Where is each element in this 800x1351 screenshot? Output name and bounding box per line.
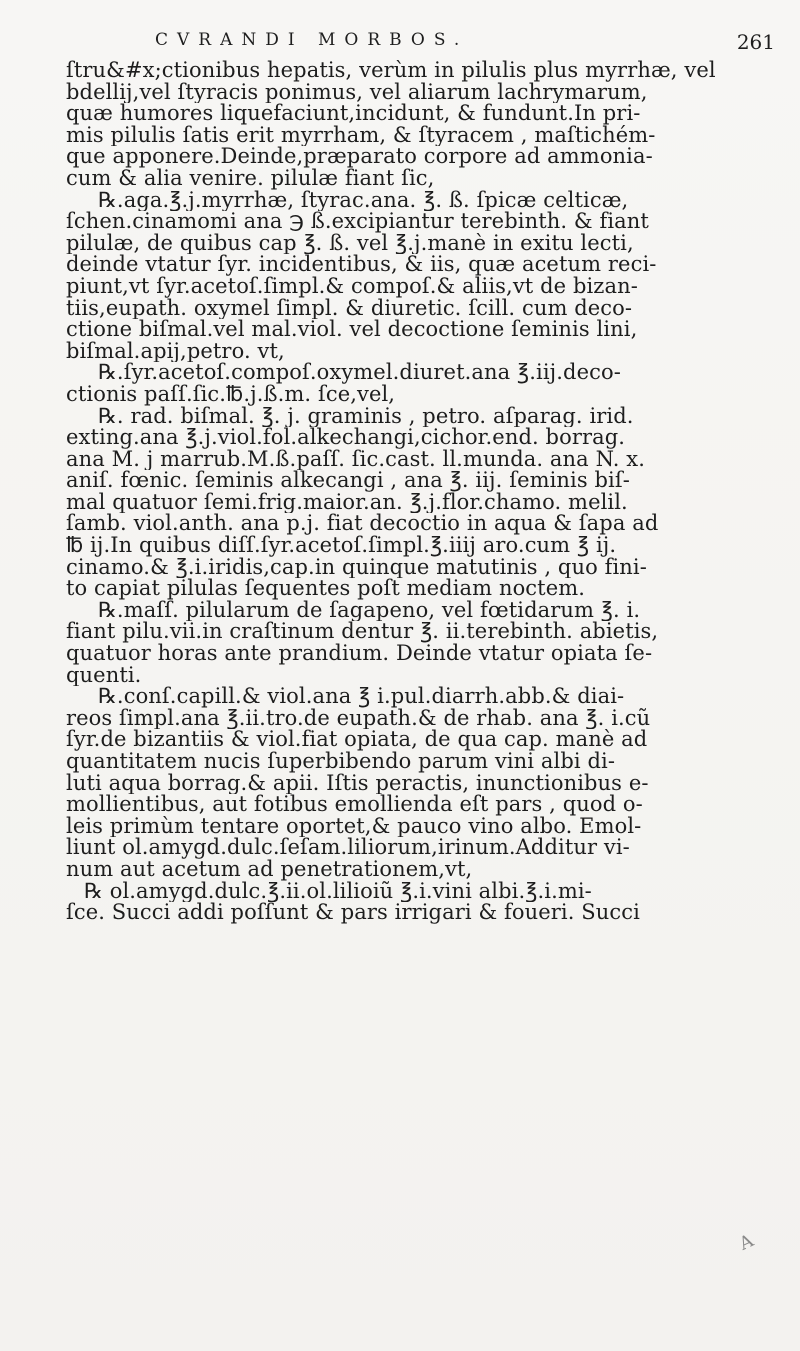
text-line: mal quatuor ſemi.frig.maior.an. ℥.j.flor.chamo. melil. bbox=[66, 491, 628, 514]
page-header bbox=[155, 30, 775, 60]
text-line: ſamb. viol.anth. ana p.j. fiat decoctio in aqua & ſapa ad bbox=[66, 513, 659, 536]
text-line: cinamo.& ℥.i.iridis,cap.in quinque matutinis , quo fini- bbox=[66, 556, 647, 579]
text-line: to capiat pilulas ſequentes poſt mediam noctem. bbox=[66, 578, 586, 600]
text-line: deinde vtatur ſyr. incidentibus, & iis, quæ acetum reci- bbox=[66, 254, 657, 276]
text-line: num aut acetum ad penetrationem,vt, bbox=[66, 858, 473, 881]
text-line: pilulæ, de quibus cap ℥. ß. vel ℥.j.manè in exitu lecti, bbox=[66, 232, 634, 255]
body-text bbox=[66, 60, 780, 924]
text-line: ℔ ij.In quibus diſſ.ſyr.acetoſ.ſimpl.℥.iiij aro.cum ℥ ij. bbox=[66, 535, 617, 557]
text-line: fiant pilu.vii.in craſtinum dentur ℥. ii.terebinth. abietis, bbox=[66, 621, 659, 644]
text-line: quantitatem nucis ſuperbibendo parum vini albi di- bbox=[66, 751, 616, 773]
text-line: mis pilulis ſatis erit myrrham, & ſtyracem , maſtichém- bbox=[66, 124, 656, 147]
text-line: mollientibus, aut fotibus emollienda eſt pars , quod o- bbox=[66, 794, 643, 816]
text-line: quatuor horas ante prandium. Deinde vtatur opiata ſe- bbox=[66, 643, 653, 665]
recipe-line: ℞ ol.amygd.dulc.℥.ii.ol.lilioiũ ℥.i.vini albi.℥.i.mi- bbox=[84, 880, 592, 903]
text-line: quenti. bbox=[66, 664, 142, 687]
recipe-line: ℞.ſyr.acetoſ.compoſ.oxymel.diuret.ana ℥.iij.deco- bbox=[98, 362, 621, 384]
running-head: CVRANDI MORBOS. bbox=[155, 30, 469, 50]
recipe-line: ℞. rad. biſmal. ℥. j. graminis , petro. aſparag. irid. bbox=[98, 405, 634, 428]
text-line: ana M. j marrub.M.ß.paſſ. ſic.cast. ll.munda. ana N. x. bbox=[66, 448, 645, 471]
text-line: ſyr.de bizantiis & viol.fiat opiata, de qua cap. manè ad bbox=[66, 729, 648, 751]
text-line: ctionis paſſ.ſic.℔.j.ß.m. ſce,vel, bbox=[66, 383, 396, 406]
text-line: ctione biſmal.vel mal.viol. vel decoctione ſeminis lini, bbox=[66, 319, 638, 341]
text-line: piunt,vt ſyr.acetoſ.ſimpl.& compoſ.& aliis,vt de bizan- bbox=[66, 275, 638, 298]
text-line: tiis,eupath. oxymel ſimpl. & diuretic. ſcill. cum deco- bbox=[66, 297, 633, 320]
text-line: aniſ. fœnic. ſeminis alkecangi , ana ℥. iij. ſeminis biſ- bbox=[66, 470, 630, 492]
page-number: 261 bbox=[736, 30, 775, 54]
corner-mark: A bbox=[736, 1230, 757, 1255]
recipe-line: ℞.aga.℥.j.myrrhæ, ſtyrac.ana. ℥. ß. ſpicæ celticæ, bbox=[98, 189, 629, 212]
text-line: que apponere.Deinde,præparato corpore ad ammonia- bbox=[66, 146, 653, 168]
text-line: ſchen.cinamomi ana ℈ ß.excipiantur terebinth. & fiant bbox=[66, 211, 649, 233]
text-line: bdellij,vel ſtyracis ponimus, vel aliarum lachrymarum, bbox=[66, 81, 648, 104]
text-line: liunt ol.amygd.dulc.ſeſam.liliorum,irinum.Additur vi- bbox=[66, 837, 630, 859]
text-line: exting.ana ℥.j.viol.fol.alkechangi,cichor.end. borrag. bbox=[66, 427, 626, 449]
text-line: quæ humores liquefaciunt,incidunt, & fundunt.In pri- bbox=[66, 103, 641, 125]
text-line: biſmal.apij,petro. vt, bbox=[66, 340, 285, 363]
text-line: ſtru&#x;ctionibus hepatis, verùm in pilulis plus myrrhæ, vel bbox=[66, 60, 716, 82]
text-line: luti aqua borrag.& apii. Iſtis peractis, inunctionibus e- bbox=[66, 772, 649, 795]
text-line: cum & alia venire. pilulæ fiant ſic, bbox=[66, 167, 435, 190]
recipe-line: ℞.conſ.capill.& viol.ana ℥ i.pul.diarrh.abb.& diai- bbox=[98, 686, 625, 708]
text-line: leis primùm tentare oportet,& pauco vino albo. Emol- bbox=[66, 815, 642, 838]
text-line: ſce. Succi addi poſſunt & pars irrigari & foueri. Succi bbox=[66, 902, 640, 924]
recipe-line: ℞.maſſ. pilularum de ſagapeno, vel fœtidarum ℥. i. bbox=[98, 599, 641, 622]
text-line: reos ſimpl.ana ℥.ii.tro.de eupath.& de rhab. ana ℥. i.cũ bbox=[66, 707, 651, 730]
